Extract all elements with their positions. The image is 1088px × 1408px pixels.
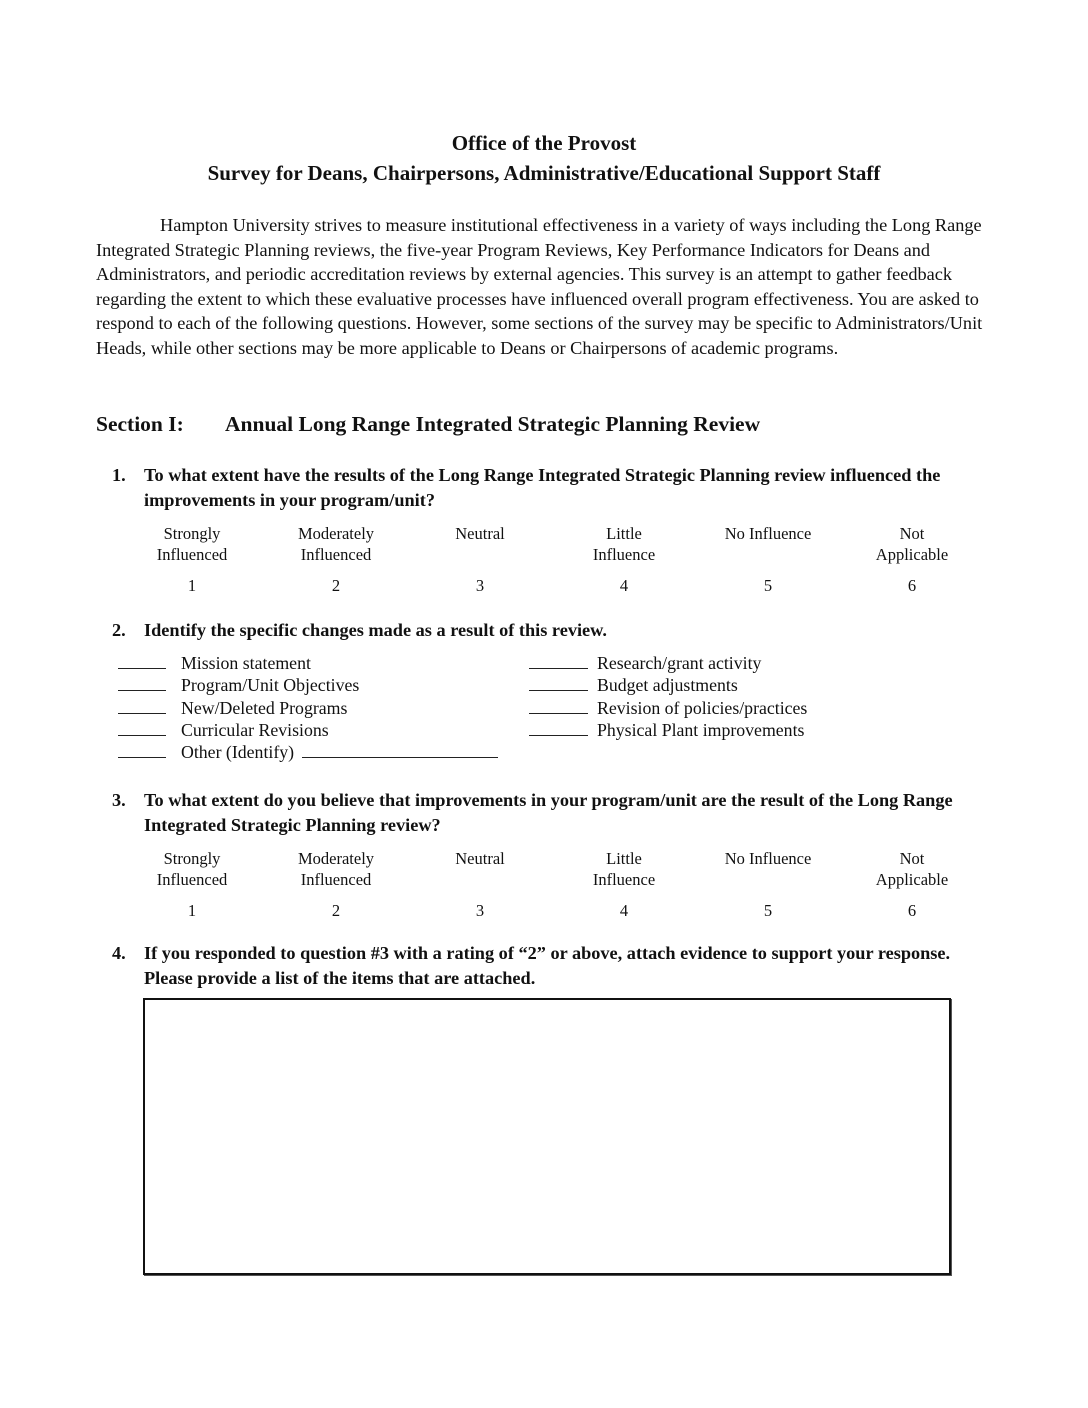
survey-title: Survey for Deans, Chairpersons, Administrative/Educational Support Staff bbox=[207, 161, 881, 185]
intro-paragraph: Hampton University strives to measure institutional effectiveness in a variety of ways including the Long Range Integrated Strategic Planning reviews, the five-year Program Reviews, Key Performance Indicators for Deans and Administrators, and periodic accreditation reviews by external agencies. This survey is an attempt to gather feedback regarding the extent to which these evaluative processes have influenced overall program effectiveness. You are asked to respond to each of the following questions. However, some sections of the survey may be specific to Administrators/Unit Heads, while other sections may be more applicable to Deans or Chairpersons of academic programs. bbox=[96, 215, 983, 358]
rating-option-6[interactable]: Not Applicable 6 bbox=[840, 523, 984, 596]
question-number: 2. bbox=[112, 620, 126, 640]
rating-value: 4 bbox=[619, 576, 629, 595]
rating-value: 2 bbox=[331, 576, 341, 595]
check-item-other: Other (Identify) bbox=[118, 741, 528, 763]
rating-option-1[interactable]: Strongly Influenced 1 bbox=[120, 523, 264, 596]
question-number: 3. bbox=[112, 790, 126, 810]
rating-value: 4 bbox=[619, 901, 629, 920]
rating-option-4[interactable]: Little Influence 4 bbox=[552, 523, 696, 596]
check-item-budget-adjustments: Budget adjustments bbox=[529, 674, 949, 696]
check-item-new-deleted-programs: New/Deleted Programs bbox=[118, 697, 528, 719]
rating-value: 2 bbox=[331, 901, 341, 920]
rating-value: 1 bbox=[187, 901, 197, 920]
office-title: Office of the Provost bbox=[451, 131, 637, 155]
check-item-physical-plant: Physical Plant improvements bbox=[529, 719, 949, 741]
rating-scale-q1 bbox=[120, 523, 984, 603]
rating-option-5[interactable]: No Influence 5 bbox=[696, 523, 840, 596]
checkbox-blank[interactable] bbox=[118, 720, 166, 736]
section-title: Annual Long Range Integrated Strategic Planning Review bbox=[225, 412, 761, 436]
changes-checklist-left bbox=[118, 652, 528, 763]
rating-value: 3 bbox=[475, 576, 485, 595]
rating-value: 5 bbox=[763, 576, 773, 595]
rating-option-1[interactable]: Strongly Influenced 1 bbox=[120, 848, 264, 921]
rating-option-4[interactable]: Little Influence 4 bbox=[552, 848, 696, 921]
rating-option-5[interactable]: No Influence 5 bbox=[696, 848, 840, 921]
checkbox-blank[interactable] bbox=[529, 653, 588, 669]
question-2 bbox=[112, 618, 992, 643]
question-3 bbox=[112, 788, 992, 838]
checkbox-blank[interactable] bbox=[529, 720, 588, 736]
rating-option-2[interactable]: Moderately Influenced 2 bbox=[264, 523, 408, 596]
rating-option-6[interactable]: Not Applicable 6 bbox=[840, 848, 984, 921]
question-text: If you responded to question #3 with a rating of “2” or above, attach evidence to support your response. Please provide a list of the items that are attached. bbox=[144, 943, 951, 988]
check-item-curricular-revisions: Curricular Revisions bbox=[118, 719, 528, 741]
question-text: Identify the specific changes made as a result of this review. bbox=[144, 620, 607, 640]
question-1 bbox=[112, 463, 992, 513]
checkbox-blank[interactable] bbox=[118, 698, 166, 714]
rating-value: 6 bbox=[907, 576, 917, 595]
question-number: 4. bbox=[112, 943, 126, 963]
check-item-policies-practices: Revision of policies/practices bbox=[529, 697, 949, 719]
section-label: Section I: bbox=[96, 412, 184, 436]
rating-option-3[interactable]: Neutral 3 bbox=[408, 848, 552, 921]
checkbox-blank[interactable] bbox=[118, 653, 166, 669]
checkbox-blank[interactable] bbox=[529, 675, 588, 691]
changes-checklist-right bbox=[529, 652, 949, 741]
checkbox-blank[interactable] bbox=[529, 698, 588, 714]
question-number: 1. bbox=[112, 465, 126, 485]
rating-value: 3 bbox=[475, 901, 485, 920]
checkbox-blank[interactable] bbox=[118, 675, 166, 691]
checkbox-blank[interactable] bbox=[118, 742, 166, 758]
rating-value: 5 bbox=[763, 901, 773, 920]
check-item-program-objectives: Program/Unit Objectives bbox=[118, 674, 528, 696]
question-text: To what extent do you believe that improvements in your program/unit are the result of the Long Range Integrated Strategic Planning review? bbox=[144, 790, 953, 835]
other-identify-input[interactable] bbox=[302, 742, 498, 758]
check-item-mission-statement: Mission statement bbox=[118, 652, 528, 674]
rating-value: 1 bbox=[187, 576, 197, 595]
check-item-research-grant: Research/grant activity bbox=[529, 652, 949, 674]
rating-option-2[interactable]: Moderately Influenced 2 bbox=[264, 848, 408, 921]
rating-scale-q3 bbox=[120, 848, 984, 928]
evidence-list-textbox[interactable] bbox=[143, 998, 951, 1275]
rating-value: 6 bbox=[907, 901, 917, 920]
rating-option-3[interactable]: Neutral 3 bbox=[408, 523, 552, 596]
question-text: To what extent have the results of the Long Range Integrated Strategic Planning review influenced the improvements in your program/unit? bbox=[144, 465, 941, 510]
question-4 bbox=[112, 941, 992, 991]
document-header bbox=[96, 128, 992, 188]
section-heading bbox=[96, 409, 760, 439]
